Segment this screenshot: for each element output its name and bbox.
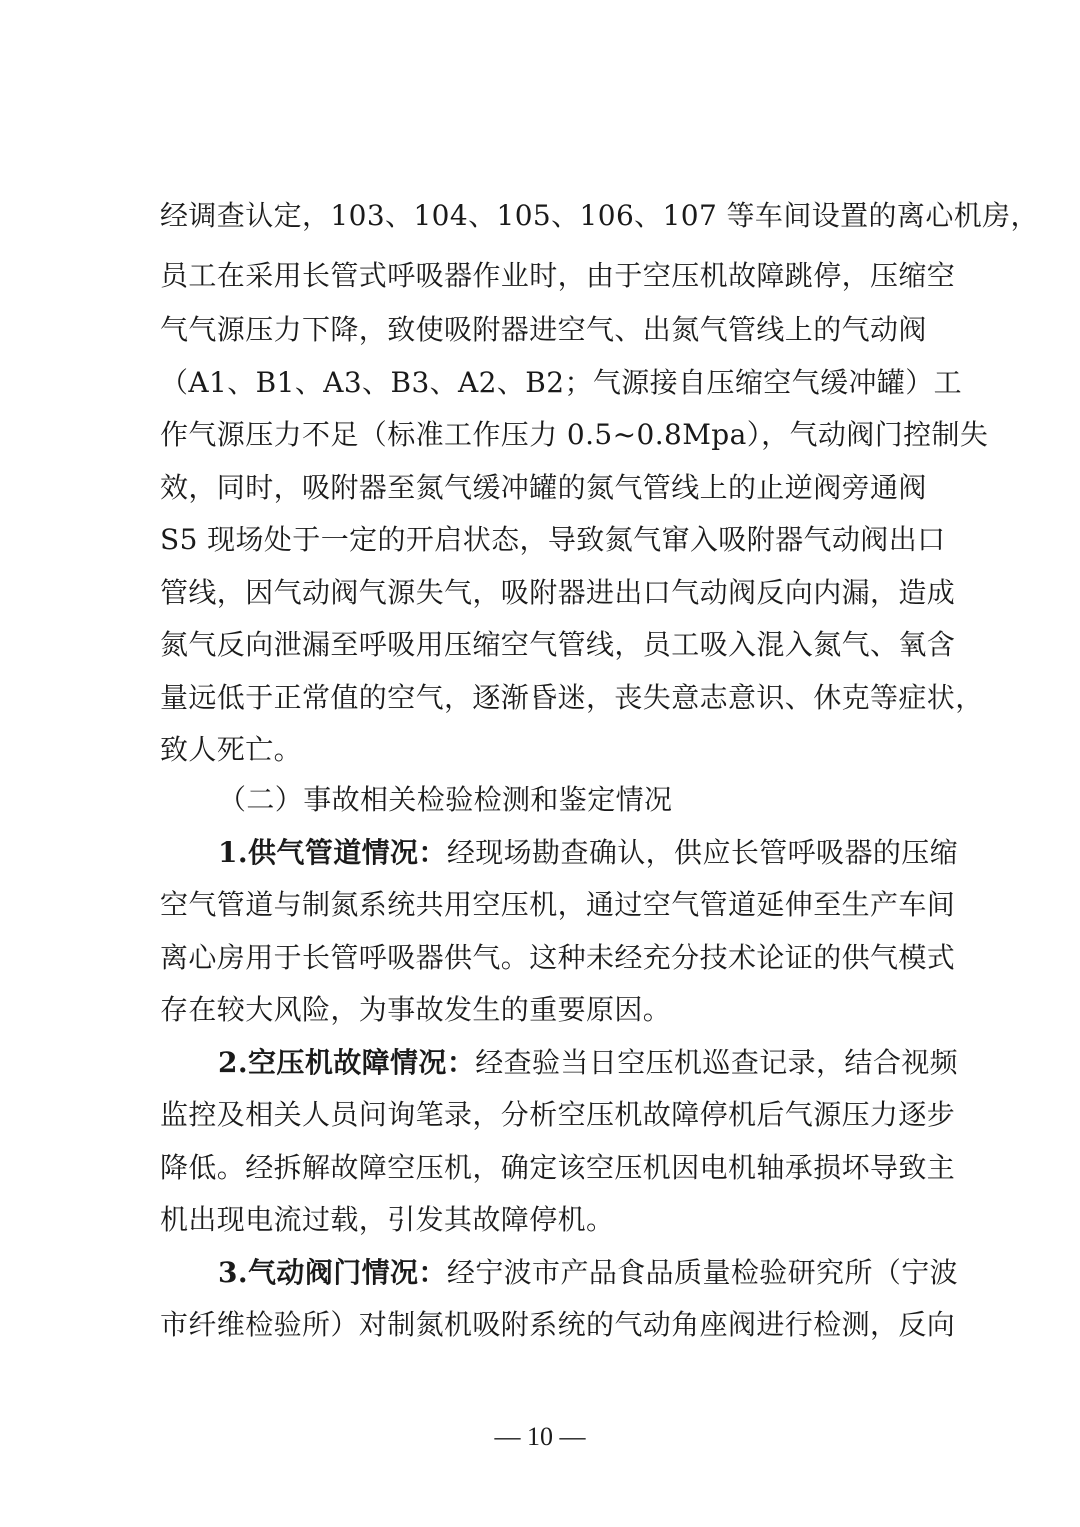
paragraph-line: 管线，因气动阀气源失气，吸附器进出口气动阀反向内漏，造成 — [160, 576, 956, 609]
item-1-title: 1.供气管道情况： — [218, 836, 447, 869]
item-1-first-line — [218, 833, 958, 873]
paragraph-line: （A1、B1、A3、B3、A2、B2；气源接自压缩空气缓冲罐）工 — [160, 366, 963, 399]
page-number: — 10 — — [494, 1422, 586, 1451]
item-3-title: 3.气动阀门情况： — [218, 1256, 447, 1289]
section-heading: （二）事故相关检验检测和鉴定情况 — [218, 783, 673, 816]
paragraph-line: 存在较大风险，为事故发生的重要原因。 — [160, 993, 672, 1026]
paragraph-line: 作气源压力不足（标准工作压力 0.5~0.8Mpa），气动阀门控制失 — [160, 418, 989, 451]
paragraph-line: S5 现场处于一定的开启状态，导致氮气窜入吸附器气动阀出口 — [160, 523, 946, 556]
item-2-text: 经查验当日空压机巡查记录，结合视频 — [475, 1046, 959, 1079]
paragraph-line: 监控及相关人员问询笔录，分析空压机故障停机后气源压力逐步 — [160, 1098, 956, 1131]
item-1-text: 经现场勘查确认，供应长管呼吸器的压缩 — [446, 836, 959, 869]
item-2-title: 2.空压机故障情况： — [218, 1046, 476, 1079]
paragraph-line: 氮气反向泄漏至呼吸用压缩空气管线，员工吸入混入氮气、氧含 — [160, 628, 956, 661]
paragraph-line: 气气源压力下降，致使吸附器进空气、出氮气管线上的气动阀 — [160, 313, 927, 346]
paragraph-line: 员工在采用长管式呼吸器作业时，由于空压机故障跳停，压缩空 — [160, 259, 956, 292]
item-3-first-line — [218, 1253, 958, 1293]
paragraph-line: 降低。经拆解故障空压机，确定该空压机因电机轴承损坏导致主 — [160, 1151, 956, 1184]
paragraph-line: 空气管道与制氮系统共用空压机，通过空气管道延伸至生产车间 — [160, 888, 956, 921]
item-2-first-line — [218, 1043, 958, 1083]
paragraph-line: 离心房用于长管呼吸器供气。这种未经充分技术论证的供气模式 — [160, 941, 956, 974]
paragraph-line: 量远低于正常值的空气，逐渐昏迷，丧失意志意识、休克等症状， — [160, 681, 984, 714]
paragraph-line: 效，同时，吸附器至氮气缓冲罐的氮气管线上的止逆阀旁通阀 — [160, 471, 927, 504]
paragraph-line: 致人死亡。 — [160, 733, 303, 766]
item-3-text: 经宁波市产品食品质量检验研究所（宁波 — [446, 1256, 959, 1289]
paragraph-line: 机出现电流过载，引发其故障停机。 — [160, 1203, 615, 1236]
paragraph-line: 市纤维检验所）对制氮机吸附系统的气动角座阀进行检测，反向 — [160, 1308, 956, 1341]
paragraph-line: 经调查认定，103、104、105、106、107 等车间设置的离心机房， — [160, 199, 1039, 232]
